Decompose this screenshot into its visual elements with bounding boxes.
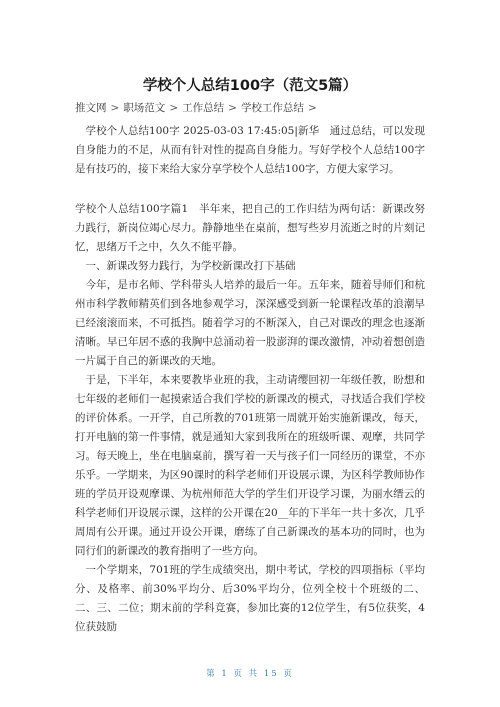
section-heading: 一、新课改努力践行，为学校新课改打下基础 (85, 260, 296, 272)
body-paragraph: 学校个人总结100字篇1 半年来，把自己的工作归结为两句话：新课改努力践行，新岗位竭心尽力。静静地坐在桌前，想写些岁月流逝之时的片刻记忆，思绪万千之中，久久不能平静。 (75, 203, 425, 253)
body-paragraph: 今年，是市名师、学科带头人培养的最后一年。五年来，随着导师们和杭州市科学教师精英们到各地参观学习，深深感受到新一轮课程改革的浪潮早已经滚滚而来，不可抵挡。随着学习的不断深入，自己对课改的理念也逐渐清晰。早已年居不惑的我胸中总涌动着一股澎湃的课改激情，冲动着想创造一片属于自己的新课改的天地。 (75, 279, 425, 367)
breadcrumb-separator: > (228, 102, 237, 114)
intro-paragraph: 学校个人总结100字 2025-03-03 17:45:05|新华 通过总结，可以发现自身能力的不足，从而有针对性的提高自身能力。写好学校个人总结100字是有技巧的，接下来给大家分享学校个人总结100字，方便大家学习。 (75, 125, 425, 175)
body-paragraph: 一个学期来，701班的学生成绩突出，期中考试，学校的四项指标（平均分、及格率、前30%平均分、后30%平均分，位列全校十个班级的二、二、三、二位；期末前的学科竞赛，参加比赛的12位学生，有5位获奖，4位获鼓励 (75, 564, 425, 633)
breadcrumb-item-home[interactable]: 推文网 (75, 102, 107, 114)
breadcrumb (75, 101, 321, 115)
breadcrumb-item-workplace[interactable]: 职场范文 (123, 102, 166, 114)
breadcrumb-item-work-summary[interactable]: 工作总结 (182, 102, 225, 114)
breadcrumb-item-school-summary[interactable]: 学校工作总结 (240, 102, 304, 114)
body-paragraph: 于是，下半年，本来要教毕业班的我，主动请缨回初一年级任教，盼想和七年级的老师们一起摸索适合我们学校的新课改的模式，寻找适合我们学校的评价体系。一开学，自己所教的701班第一周就开始实施新课改，每天，打开电脑的第一件事情，就是通知大家到我所在的班级听课、观摩，共同学习。每天晚上，坐在电脑桌前，撰写着一天与孩子们一同经历的课堂，不亦乐乎。一学期来，为区90课时的科学老师们开设展示课，为区科学教师协作班的学员开设观摩课、为杭州师范大学的学生们开设学习课，为丽水缙云的科学老师们开设展示课，这样的公开课在20__年的下半年一共十多次，几乎周周有公开课。通过开设公开课，磨练了自己新课改的基本功的同时，也为同行们的新课改的教育指明了一些方向。 (75, 374, 425, 557)
breadcrumb-separator: > (307, 102, 317, 114)
document-body (75, 122, 425, 637)
page-title: 学校个人总结100字（范文5篇） (142, 78, 358, 94)
breadcrumb-separator: > (110, 102, 120, 114)
page-number-footer: 第 1 页 共 15 页 (206, 669, 294, 679)
breadcrumb-separator: > (169, 102, 179, 114)
